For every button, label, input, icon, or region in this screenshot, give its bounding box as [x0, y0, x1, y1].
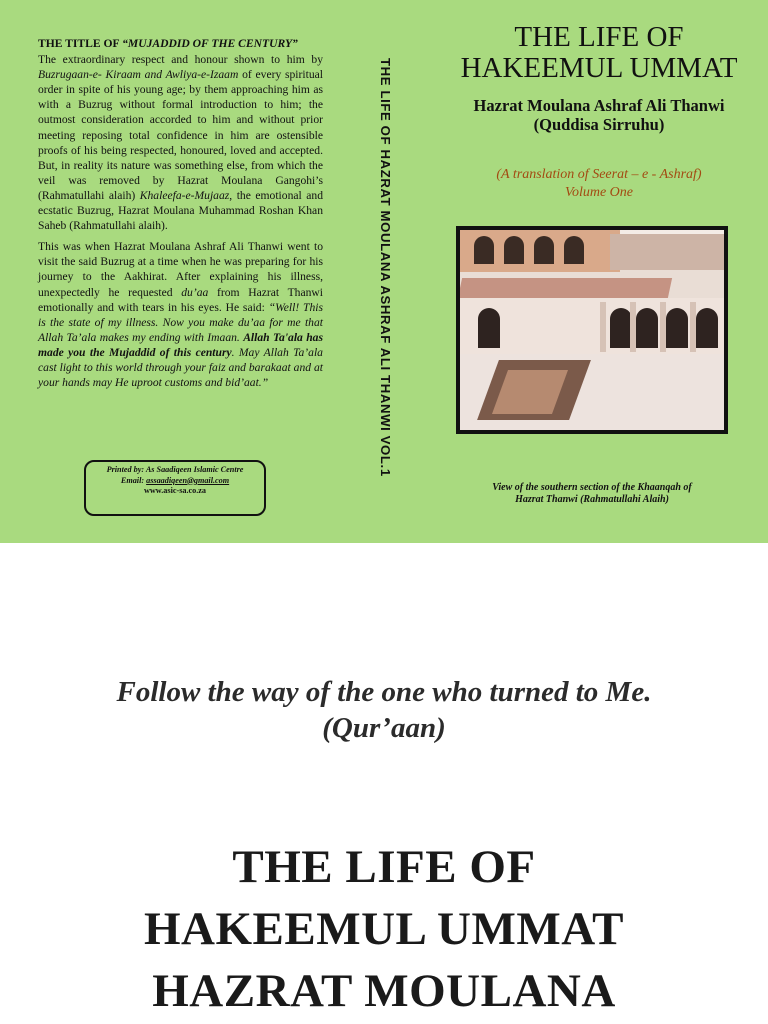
cover-photo [456, 226, 728, 434]
front-cover-translation-note [430, 166, 768, 202]
caption-line-1: View of the southern section of the Khaanqah of [492, 482, 692, 493]
front-cover-title [430, 22, 768, 84]
p2-text-e: Allah Ta'ala has made you the Mujaddid of this century [38, 330, 323, 359]
front-title-line-2: HAKEEMUL UMMAT [460, 52, 738, 84]
back-cover-heading [38, 36, 323, 51]
printer-website[interactable]: www.asic-sa.co.za [143, 486, 207, 495]
quote-source: (Qur’aan) [322, 712, 446, 744]
spine-title: THE LIFE OF HAZRAT MOULANA ASHRAF ALI THANWI VOL.1 [378, 58, 393, 477]
title-page-line-2: HAKEEMUL UMMAT [143, 903, 625, 955]
back-cover-paragraph-1 [38, 52, 323, 233]
p2-text-a: This was when Hazrat Moulana Ashraf Ali Thanwi went to visit the said Buzrug at a time when he was preparing for his journey to the Aakhirat. After explaining his illness, unexpectedly he requested [38, 240, 323, 299]
email-label: Email: [120, 475, 147, 485]
photo-caption [446, 482, 738, 506]
p2-text-f: . May Allah Ta’ala cast light to this world through your faiz and barakaat and at your hands may He uproot customs and bid’aat.” [38, 345, 323, 390]
p2-text-c: from Hazrat Thanwi emotionally and with tears in his eyes. He said: [38, 285, 323, 314]
front-cover-author [430, 96, 768, 134]
email-link[interactable]: assaadiqeen@gmail.com [146, 475, 230, 485]
heading-prefix: THE TITLE OF [38, 37, 123, 50]
heading-italic-title: “MUJADDID OF THE CENTURY” [122, 37, 298, 50]
caption-line-2: Hazrat Thanwi (Rahmatullahi Alaih) [515, 494, 669, 505]
khaanqah-photo-illustration [460, 230, 724, 430]
quote-text: Follow the way of the one who turned to Me. [116, 676, 652, 708]
printer-email-line [86, 476, 264, 487]
printed-by-text: Printed by: As Saadiqeen Islamic Centre [106, 465, 244, 474]
title-page-line-1: THE LIFE OF [232, 841, 536, 893]
translation-line: (A translation of Seerat – e - Ashraf) [496, 167, 702, 182]
back-cover-text [38, 36, 323, 396]
p1-text-d: Khaleefa-e-Mujaaz [139, 188, 230, 202]
author-honorific: (Quddisa Sirruhu) [533, 115, 665, 134]
p2-text-d: “Well! This is the state of my illness. Now you make du’aa for me that Allah Ta’ala makes my ending with Imaan. [38, 300, 323, 344]
p1-text-b: Buzrugaan-e- Kiraam and Awliya-e-Izaam [38, 68, 239, 82]
author-name: Hazrat Moulana Ashraf Ali Thanwi [473, 96, 725, 115]
p1-text-a: The extraordinary respect and honour shown to him by [38, 53, 323, 67]
p2-text-b: du’aa [181, 285, 209, 299]
volume-line: Volume One [564, 185, 634, 200]
title-page-heading [0, 836, 768, 1022]
back-cover-paragraph-2 [38, 239, 323, 390]
front-title-line-1: THE LIFE OF [514, 21, 684, 53]
title-page-line-3: HAZRAT MOULANA [152, 965, 616, 1017]
p1-text-e: , the emotional and ecstatic Buzrug, Hazrat Moulana Muhammad Roshan Khan Saheb (Rahmatullahi alaih). [38, 188, 323, 233]
p1-text-c: of every spiritual order in spite of his young age; by them approaching him as with a Buzrug without formal introduction to him; the outmost consideration accorded to him and without prior meeting reposing total confidence in him are ostensible proofs of his being respected, honoured, loved and accepted. But, in reality its nature was something else, from which the veil was removed by Hazrat Moulana Gangohi’s (Rahmatullahi alaih) [38, 68, 323, 202]
printer-info-box [84, 460, 266, 516]
quran-quote [0, 674, 768, 746]
book-spine [373, 58, 393, 478]
